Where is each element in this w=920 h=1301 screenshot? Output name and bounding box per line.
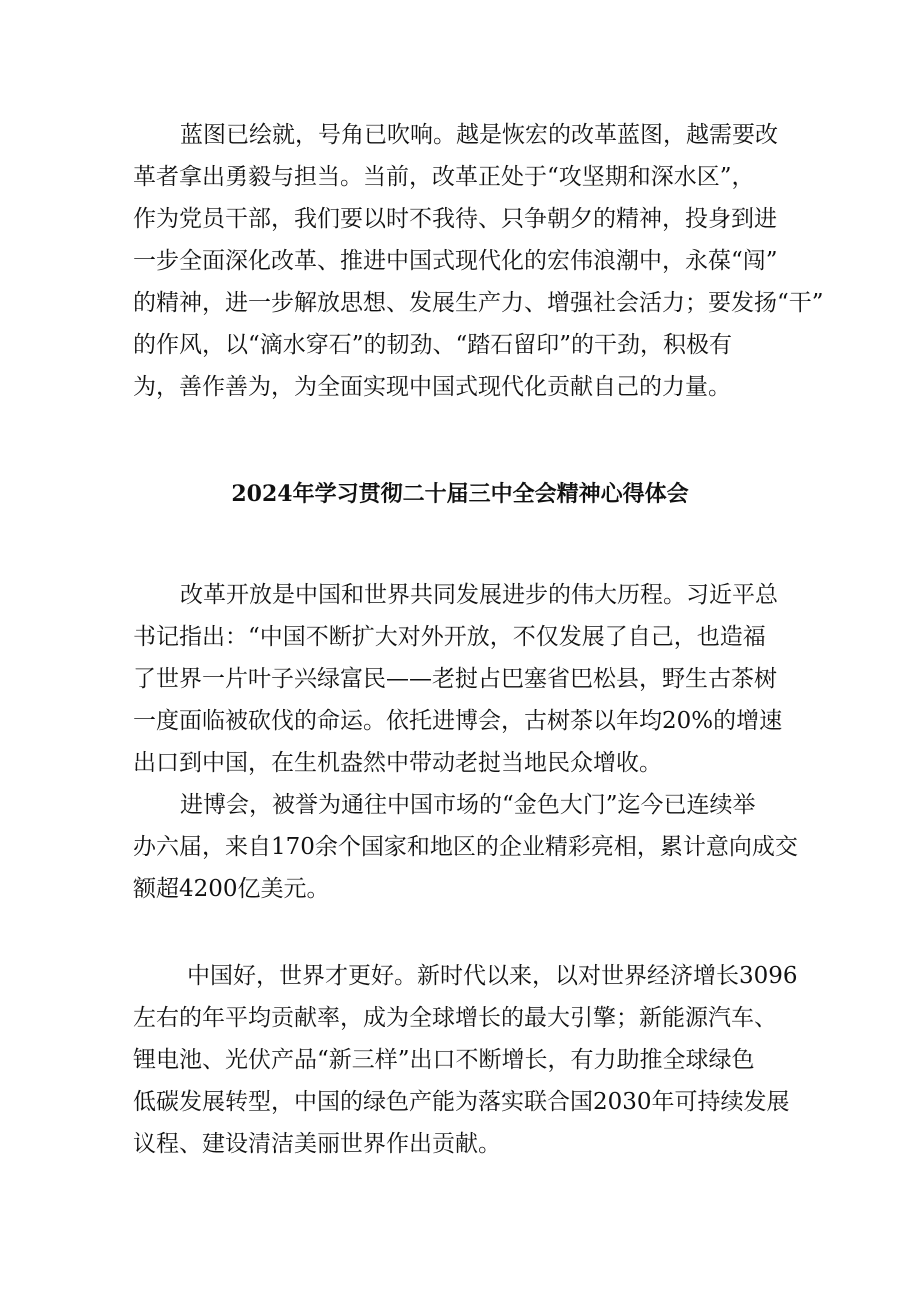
paragraph-line: 革者拿出勇毅与担当。当前，改革正处于“攻坚期和深水区”， — [133, 164, 755, 190]
paragraph-line: 出口到中国，在生机盎然中带动老挝当地民众增收。 — [133, 750, 662, 776]
paragraph-line: 了世界一片叶子兴绿富民——老挝占巴塞省巴松县，野生古茶树 — [133, 666, 777, 692]
paragraph-line: 为，善作善为，为全面实现中国式现代化贡献自己的力量。 — [133, 374, 731, 400]
paragraph-line: 的作风，以“滴水穿石”的韧劲、“踏石留印”的干劲，积极有 — [133, 332, 733, 358]
paragraph-line: 中国好，世界才更好。新时代以来，以对世界经济增长3096 — [187, 963, 798, 989]
paragraph-line: 改革开放是中国和世界共同发展进步的伟大历程。习近平总 — [180, 582, 778, 608]
paragraph-line: 议程、建设清洁美丽世界作出贡献。 — [133, 1131, 501, 1157]
paragraph-line: 一步全面深化改革、推进中国式现代化的宏伟浪潮中，永葆“闯” — [133, 248, 778, 274]
paragraph-line: 低碳发展转型，中国的绿色产能为落实联合国2030年可持续发展 — [133, 1089, 790, 1115]
paragraph-line: 的精神，进一步解放思想、发展生产力、增强社会活力；要发扬“干” — [133, 290, 824, 316]
paragraph-line: 锂电池、光伏产品“新三样”出口不断增长，有力助推全球绿色 — [133, 1047, 755, 1073]
paragraph-line: 蓝图已绘就，号角已吹响。越是恢宏的改革蓝图，越需要改 — [180, 122, 778, 148]
paragraph-line: 额超4200亿美元。 — [133, 876, 330, 902]
paragraph-line: 作为党员干部，我们要以时不我待、只争朝夕的精神，投身到进 — [133, 206, 777, 232]
paragraph-line: 办六届，来自170余个国家和地区的企业精彩亮相，累计意向成交 — [133, 834, 798, 860]
document-title: 2024年学习贯彻二十届三中全会精神心得体会 — [231, 481, 689, 507]
paragraph-line: 进博会，被誉为通往中国市场的“金色大门”迄今已连续举 — [180, 792, 756, 818]
paragraph-line: 左右的年平均贡献率，成为全球增长的最大引擎；新能源汽车、 — [133, 1005, 777, 1031]
paragraph-line: 一度面临被砍伐的命运。依托进博会，古树茶以年均20%的增速 — [133, 708, 783, 734]
paragraph-line: 书记指出：“中国不断扩大对外开放，不仅发展了自己，也造福 — [133, 624, 766, 650]
